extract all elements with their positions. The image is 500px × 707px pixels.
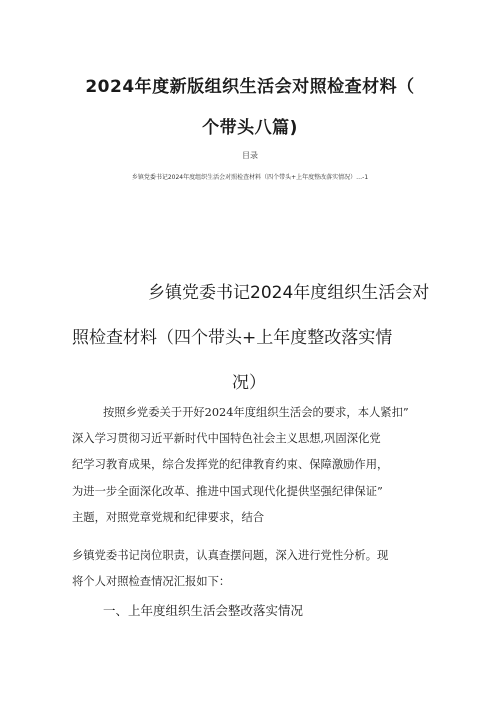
body-text-line: 按照乡党委关于开好2024年度组织生活会的要求，本人紧扣” bbox=[103, 406, 409, 419]
body-text-line: 为进一步全面深化改革、推进中国式现代化提供坚强纪律保证” bbox=[72, 485, 383, 498]
document-title-line-2: 个带头八篇) bbox=[202, 118, 298, 138]
body-text-line: 深入学习贯彻习近平新时代中国特色社会主义思想,巩固深化党 bbox=[72, 432, 381, 445]
section-title-line-3: 况） bbox=[232, 373, 266, 393]
body-text-line: 乡镇党委书记岗位职责，认真查摆问题，深入进行党性分析。现 bbox=[72, 549, 389, 562]
body-text-line: 将个人对照检查情况汇报如下： bbox=[72, 575, 231, 588]
toc-heading: 目录 bbox=[242, 151, 258, 160]
toc-entry[interactable]: 乡镇党委书记2024年度组织生活会对照检查材料（四个带头+上年度整改落实情况）…-1 bbox=[131, 174, 369, 181]
body-text-line: 纪学习教育成果，综合发挥党的纪律教育约束、保障激励作用， bbox=[72, 458, 389, 471]
section-title-line-2: 照检查材料（四个带头+上年度整改落实情 bbox=[72, 328, 393, 348]
sub-heading: 一、上年度组织生活会整改落实情况 bbox=[103, 603, 304, 618]
body-text-line: 主题，对照党章党规和纪律要求，结合 bbox=[72, 511, 265, 524]
document-title-line-1: 2024年度新版组织生活会对照检查材料（ bbox=[85, 77, 415, 97]
section-title-line-1: 乡镇党委书记2024年度组织生活会对 bbox=[148, 283, 430, 303]
